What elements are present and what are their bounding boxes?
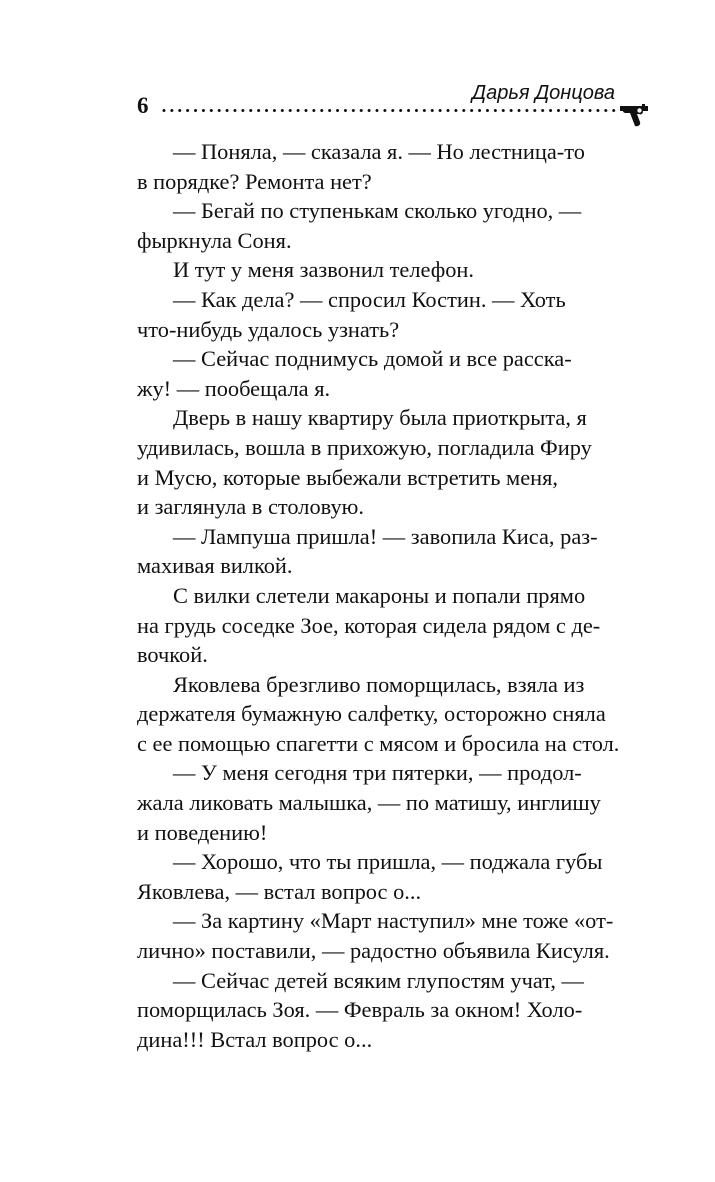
paragraph: — Поняла, — сказала я. — Но лестница-то в порядке? Ремонта нет? — [137, 139, 585, 194]
paragraph: Яковлева брезгливо поморщилась, взяла из держателя бумажную салфетку, осторожно сняла с ее помощью спагетти с мясом и бросила на стол. — [137, 671, 620, 756]
paragraph: — Бегай по ступенькам сколько угодно, — фыркнула Соня. — [137, 198, 582, 253]
paragraph: — Сейчас детей всяким глупостям учат, — поморщилась Зоя. — Февраль за окном! Холо- дина!!! Встал вопрос о... — [137, 967, 584, 1052]
running-head-author: Дарья Донцова — [472, 82, 615, 104]
paragraph: — Лампуша пришла! — завопила Киса, раз- махивая вилкой. — [137, 523, 598, 579]
paragraph: — У меня сегодня три пятерки, — продол- жала ликовать малышка, — по матишу, инглишу и поведению! — [137, 760, 601, 845]
paragraph: — Как дела? — спросил Костин. — Хоть что-нибудь удалось узнать? — [137, 286, 566, 342]
paragraph: — За картину «Март наступил» мне тоже «от- лично» поставили, — радостно объявила Кисуля. — [137, 908, 614, 964]
body-text — [137, 137, 632, 1054]
dotted-rule — [160, 108, 618, 113]
paragraph: Дверь в нашу квартиру была приоткрыта, я удивилась, вошла в прихожую, погладила Фиру и Мусю, которые выбежали встретить меня, и заглянула в столовую. — [137, 405, 592, 520]
paragraph: И тут у меня зазвонил телефон. — [173, 257, 474, 283]
paragraph: — Хорошо, что ты пришла, — поджала губы Яковлева, — встал вопрос о... — [137, 849, 603, 904]
paragraph: — Сейчас поднимусь домой и все расска- жу! — пообещала я. — [137, 346, 572, 401]
revolver-icon — [618, 100, 658, 130]
page-number: 6 — [137, 93, 149, 118]
paragraph: С вилки слетели макароны и попали прямо на грудь соседке Зое, которая сидела рядом с де- вочкой. — [137, 582, 601, 668]
